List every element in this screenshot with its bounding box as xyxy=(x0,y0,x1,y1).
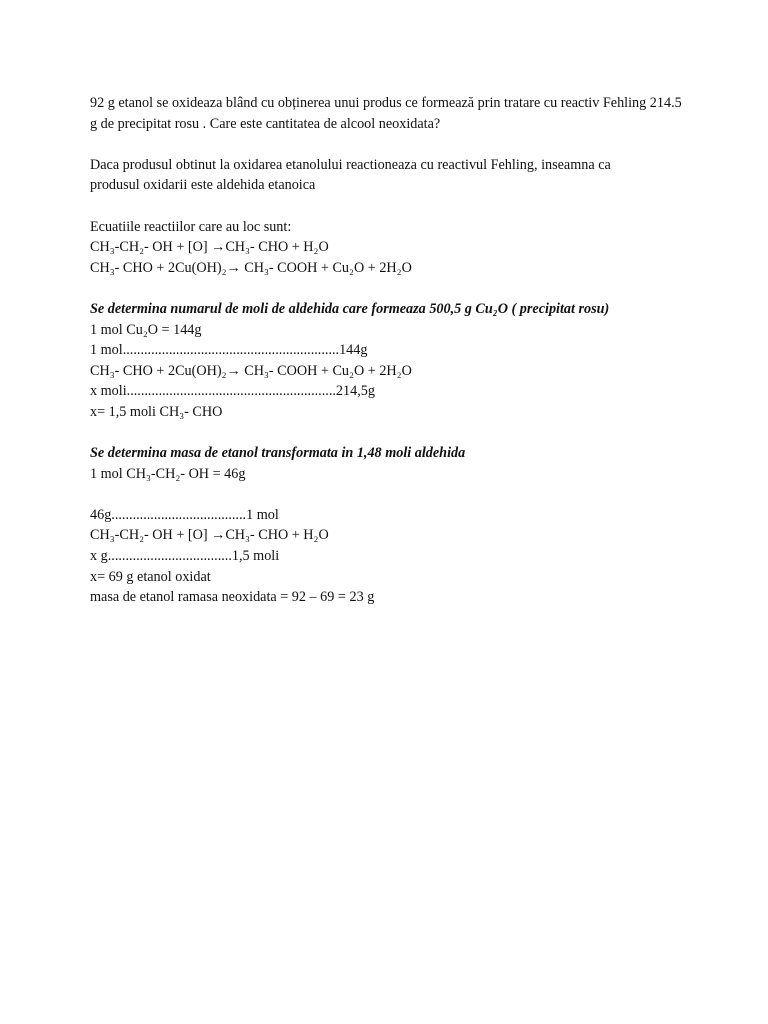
step2-heading: Se determina masa de etanol transformata in 1,48 moli aldehida xyxy=(90,445,466,462)
step2-line: x g...................................1,5 moli xyxy=(90,548,280,565)
step2-line: 46g......................................1 mol xyxy=(90,506,279,523)
explanation-line-1: Daca produsul obtinut la oxidarea etanolului reactioneaza cu reactivul Fehling, inseamna ca xyxy=(90,156,611,173)
explanation-line-2: produsul oxidarii este aldehida etanoica xyxy=(90,177,316,194)
spacer xyxy=(90,423,690,444)
step1-line: 1 mol Cu₂O = 144g xyxy=(90,321,202,338)
step1-heading: Se determina numarul de moli de aldehida care formeaza 500,5 g Cu₂O ( precipitat rosu) xyxy=(90,300,610,317)
step1-line: 1 mol.............................................................144g xyxy=(90,342,368,359)
step2-line: CH₃-CH₂- OH + [O] →CH₃- CHO + H₂O xyxy=(90,527,329,544)
step2-line: 1 mol CH₃-CH₂- OH = 46g xyxy=(90,465,246,482)
spacer xyxy=(90,196,690,217)
reactions-intro: Ecuatiile reactiilor care au loc sunt: xyxy=(90,218,292,235)
document-page xyxy=(90,93,690,608)
problem-statement: 92 g etanol se oxideaza blând cu obținerea unui produs ce formează prin tratare cu reactiv Fehling 214.5 g de precipitat rosu . Care este cantitatea de alcool neoxidata? xyxy=(90,95,682,132)
step1-line: x moli...........................................................214,5g xyxy=(90,383,375,400)
step1-result: x= 1,5 moli CH₃- CHO xyxy=(90,403,223,420)
equation-oxidation: CH₃-CH₂- OH + [O] →CH₃- CHO + H₂O xyxy=(90,239,329,256)
final-answer: masa de etanol ramasa neoxidata = 92 – 69 = 23 g xyxy=(90,589,375,606)
spacer xyxy=(90,484,690,505)
step1-line: CH₃- CHO + 2Cu(OH)₂→ CH₃- COOH + Cu₂O + 2H₂O xyxy=(90,362,412,379)
spacer xyxy=(90,278,690,299)
spacer xyxy=(90,134,690,155)
equation-fehling: CH₃- CHO + 2Cu(OH)₂→ CH₃- COOH + Cu₂O + 2H₂O xyxy=(90,259,412,276)
step2-result: x= 69 g etanol oxidat xyxy=(90,568,211,585)
